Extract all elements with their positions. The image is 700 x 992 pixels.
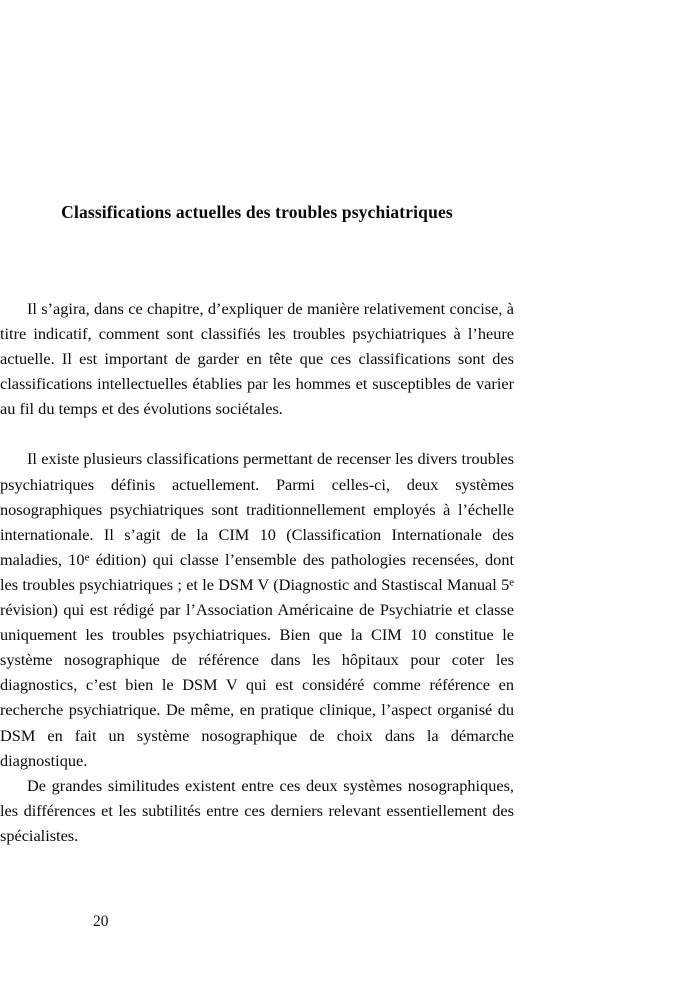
paragraph-2-segment-3: révision) qui est rédigé par l’Association Américaine de Psychiatrie et classe uniquement les troubles psychiatriques. Bien que la CIM 10 constitue le système nosographique de référence dans les hôpitaux pour coter les diagnostics, c’est bien le DSM V qui est considéré comme référence en recherche psychiatrique. De même, en pratique clinique, l’aspect organisé du DSM en fait un système nosographique de choix dans la démarche diagnostique. xyxy=(0,600,514,770)
paragraph-2-segment-2: édition) qui classe l’ensemble des pathologies recensées, dont les troubles psychiatriques ; et le DSM V (Diagnostic and Stastiscal Manual 5 xyxy=(0,549,514,594)
paragraph-2-segment-1: Il existe plusieurs classifications permettant de recenser les divers troubles psychiatriques définis actuellement. Parmi celles-ci, deux systèmes nosographiques psychiatriques sont traditionnellement employés à l’échelle internationale. Il s’agit de la CIM 10 (Classification Internationale des maladies, 10 xyxy=(0,449,514,569)
ordinal-superscript-cim: e xyxy=(84,551,90,564)
paragraph-3: De grandes similitudes existent entre ces deux systèmes nosographiques, les différences et les subtilités entre ces derniers relevant essentiellement des spécialistes. xyxy=(0,775,514,845)
paragraph-2 xyxy=(0,446,514,772)
page-number: 20 xyxy=(93,913,109,930)
page-title: Classifications actuelles des troubles psychiatriques xyxy=(61,202,453,222)
paragraph-1: Il s’agira, dans ce chapitre, d’expliquer de manière relativement concise, à titre indicatif, comment sont classifiés les troubles psychiatriques à l’heure actuelle. Il est important de garder en tête que ces classifications sont des classifications intellectuelles établies par les hommes et susceptibles de varier au fil du temps et des évolutions sociétales. xyxy=(0,299,514,419)
ordinal-superscript-dsm: e xyxy=(509,576,514,589)
body-text-block xyxy=(0,296,514,848)
